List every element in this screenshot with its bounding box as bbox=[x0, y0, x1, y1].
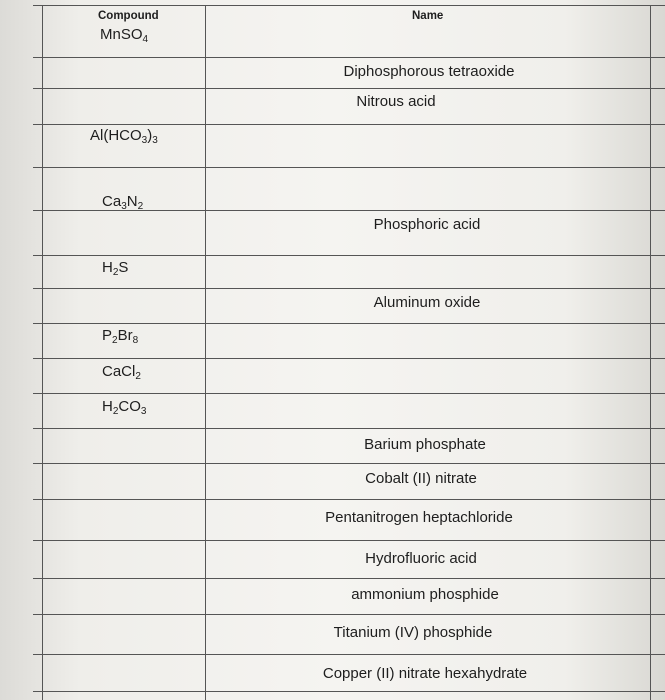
name-cell: Copper (II) nitrate hexahydrate bbox=[322, 665, 528, 682]
formula-subscript: 8 bbox=[132, 335, 139, 346]
formula-subscript: 3 bbox=[140, 406, 147, 417]
formula-subscript: 2 bbox=[135, 371, 141, 382]
row-line bbox=[33, 540, 665, 541]
formula-part: Ca bbox=[102, 193, 122, 210]
row-line bbox=[33, 654, 665, 655]
row-line bbox=[33, 88, 665, 89]
name-cell: Cobalt (II) nitrate bbox=[365, 470, 477, 487]
row-line bbox=[33, 255, 665, 256]
formula-part: S bbox=[118, 259, 129, 276]
row-line bbox=[33, 691, 665, 692]
column-line bbox=[205, 5, 206, 700]
name-cell: Diphosphorous tetraoxide bbox=[343, 63, 515, 80]
compound-alhco3 bbox=[90, 127, 158, 145]
name-cell: Titanium (IV) phosphide bbox=[333, 624, 493, 641]
compound-mnso4 bbox=[100, 26, 148, 44]
row-line bbox=[33, 57, 665, 58]
formula-part: Br bbox=[117, 327, 133, 344]
row-line bbox=[33, 499, 665, 500]
formula-subscript: 2 bbox=[137, 201, 144, 212]
formula-part: MnSO bbox=[100, 26, 143, 43]
formula-part: CO bbox=[118, 398, 141, 415]
name-cell: Barium phosphate bbox=[364, 436, 486, 453]
formula-subscript: 2 bbox=[112, 267, 119, 278]
name-cell: Nitrous acid bbox=[356, 93, 436, 110]
formula-part: CaCl bbox=[102, 363, 136, 380]
formula-part: ) bbox=[147, 127, 153, 144]
compound-p2br8 bbox=[102, 327, 138, 345]
formula-subscript: 3 bbox=[121, 201, 127, 212]
formula-part: P bbox=[102, 327, 113, 344]
formula-subscript: 2 bbox=[112, 335, 118, 346]
formula-subscript: 3 bbox=[141, 135, 148, 146]
formula-subscript: 3 bbox=[152, 135, 158, 146]
row-line bbox=[33, 463, 665, 464]
name-cell: Aluminum oxide bbox=[373, 294, 481, 311]
column-line bbox=[650, 5, 651, 700]
name-cell: ammonium phosphide bbox=[351, 586, 499, 603]
row-line bbox=[33, 323, 665, 324]
row-line bbox=[33, 614, 665, 615]
formula-part: H bbox=[102, 259, 113, 276]
formula-part: Al(HCO bbox=[90, 127, 142, 144]
row-line bbox=[33, 167, 665, 168]
formula-part: H bbox=[102, 398, 113, 415]
name-cell: Hydrofluoric acid bbox=[365, 550, 477, 567]
row-line bbox=[33, 578, 665, 579]
column-line bbox=[42, 5, 43, 700]
formula-subscript: 4 bbox=[142, 34, 149, 45]
compound-ca3n2 bbox=[102, 193, 143, 211]
compound-column-header: Compound bbox=[98, 10, 159, 22]
compound-h2s bbox=[102, 259, 128, 277]
row-line bbox=[33, 393, 665, 394]
row-line bbox=[33, 288, 665, 289]
name-cell: Phosphoric acid bbox=[373, 216, 481, 233]
name-cell: Pentanitrogen heptachloride bbox=[325, 509, 513, 526]
compound-cacl2 bbox=[102, 363, 141, 381]
row-line bbox=[33, 358, 665, 359]
formula-part: N bbox=[126, 193, 138, 210]
row-line bbox=[33, 428, 665, 429]
formula-subscript: 2 bbox=[112, 406, 119, 417]
row-line bbox=[33, 124, 665, 125]
name-column-header: Name bbox=[412, 10, 444, 22]
compound-h2co3 bbox=[102, 398, 146, 416]
